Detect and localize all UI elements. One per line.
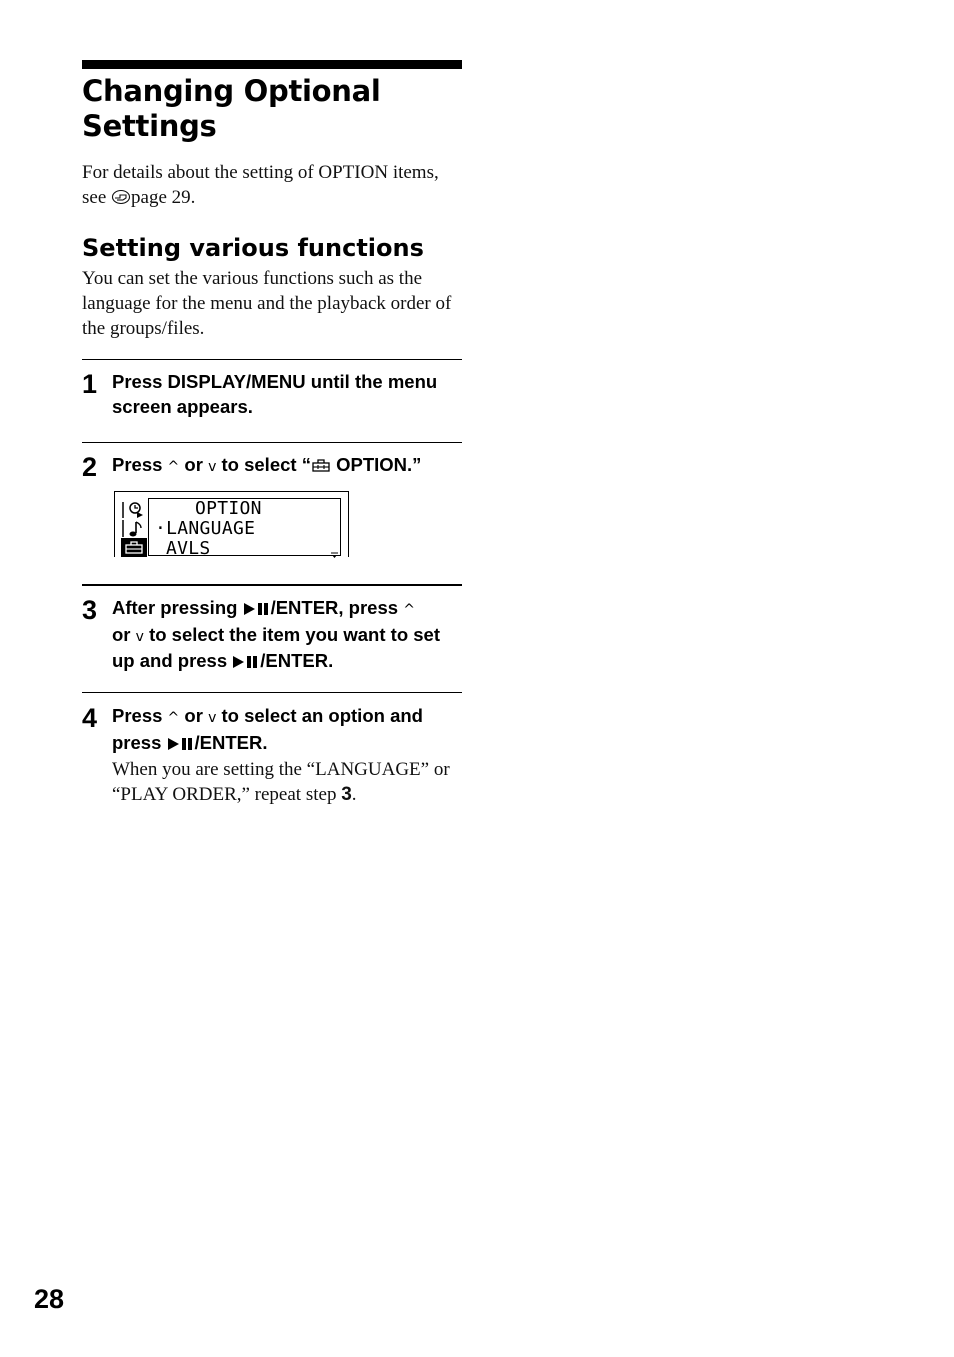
step-2-text: [112, 453, 464, 480]
play-pause-icon: [167, 733, 195, 758]
intro-page-ref[interactable]: page 29.: [131, 187, 196, 208]
intro-text: For details about the setting of OPTION items, see: [82, 162, 439, 208]
step-4-text: [112, 704, 464, 757]
section-description: You can set the various functions such as the language for the menu and the playback order of the groups/files.: [82, 268, 452, 339]
option-toolbox-icon: [311, 455, 331, 480]
scroll-down-arrow-icon: [330, 546, 339, 554]
down-arrow-glyph: v: [208, 710, 217, 726]
step-2-to-select: to select “: [216, 454, 311, 475]
display-item-avls: AVLS: [166, 538, 211, 559]
step-3-number: 3: [82, 595, 98, 625]
step-divider: [82, 359, 462, 360]
step-4-note-step-ref: 3: [341, 784, 352, 805]
step-4-note-text: When you are setting the “LANGUAGE” or “PLAY ORDER,” repeat step: [112, 759, 450, 805]
step-2-press: Press: [112, 454, 168, 475]
step-3-part-b: /ENTER, press: [270, 597, 404, 618]
step-4-or: or: [179, 705, 209, 726]
page-number: 28: [34, 1284, 65, 1314]
up-arrow-glyph: ^: [167, 459, 180, 475]
step-divider: [82, 584, 462, 586]
play-mode-icon: [121, 500, 147, 519]
heading-rule: [82, 60, 462, 69]
step-3-text: [112, 596, 464, 676]
step-4-part-b: /ENTER.: [194, 731, 268, 753]
section-heading: Setting various functions: [82, 234, 424, 262]
step-3-part-d: to select the item you want to set up and press: [112, 623, 440, 671]
play-pause-icon: [243, 598, 271, 623]
step-1-text: Press DISPLAY/MENU until the menu screen appears.: [112, 371, 438, 417]
play-pause-icon: [232, 651, 260, 676]
up-arrow-glyph: ^: [167, 710, 180, 726]
up-arrow-glyph: ^: [403, 602, 415, 618]
step-2-or: or: [179, 454, 209, 475]
step-2-option: OPTION.”: [330, 454, 422, 475]
step-2-number: 2: [82, 452, 98, 482]
display-item-language: ·LANGUAGE: [155, 518, 256, 539]
down-arrow-glyph: v: [208, 459, 217, 475]
step-3-part-e: /ENTER.: [260, 650, 334, 671]
intro-paragraph: [82, 160, 462, 212]
down-arrow-glyph: v: [135, 628, 144, 645]
reference-pointer-icon: [111, 187, 131, 212]
music-note-icon: [121, 519, 147, 538]
page-title: Changing Optional Settings: [82, 74, 381, 143]
step-3-part-a: After pressing: [112, 597, 243, 618]
step-3-part-c: or: [112, 623, 136, 645]
step-divider: [82, 442, 462, 443]
option-toolbox-icon: [121, 538, 147, 557]
step-4-note-end: .: [351, 784, 357, 805]
step-divider: [82, 692, 462, 693]
step-4-note: [112, 757, 464, 807]
display-title: OPTION: [195, 498, 262, 519]
step-4-number: 4: [82, 703, 98, 733]
step-4-part-a: to select an option and press: [112, 705, 423, 753]
step-1-number: 1: [82, 369, 98, 399]
step-4-press: Press: [112, 705, 168, 726]
